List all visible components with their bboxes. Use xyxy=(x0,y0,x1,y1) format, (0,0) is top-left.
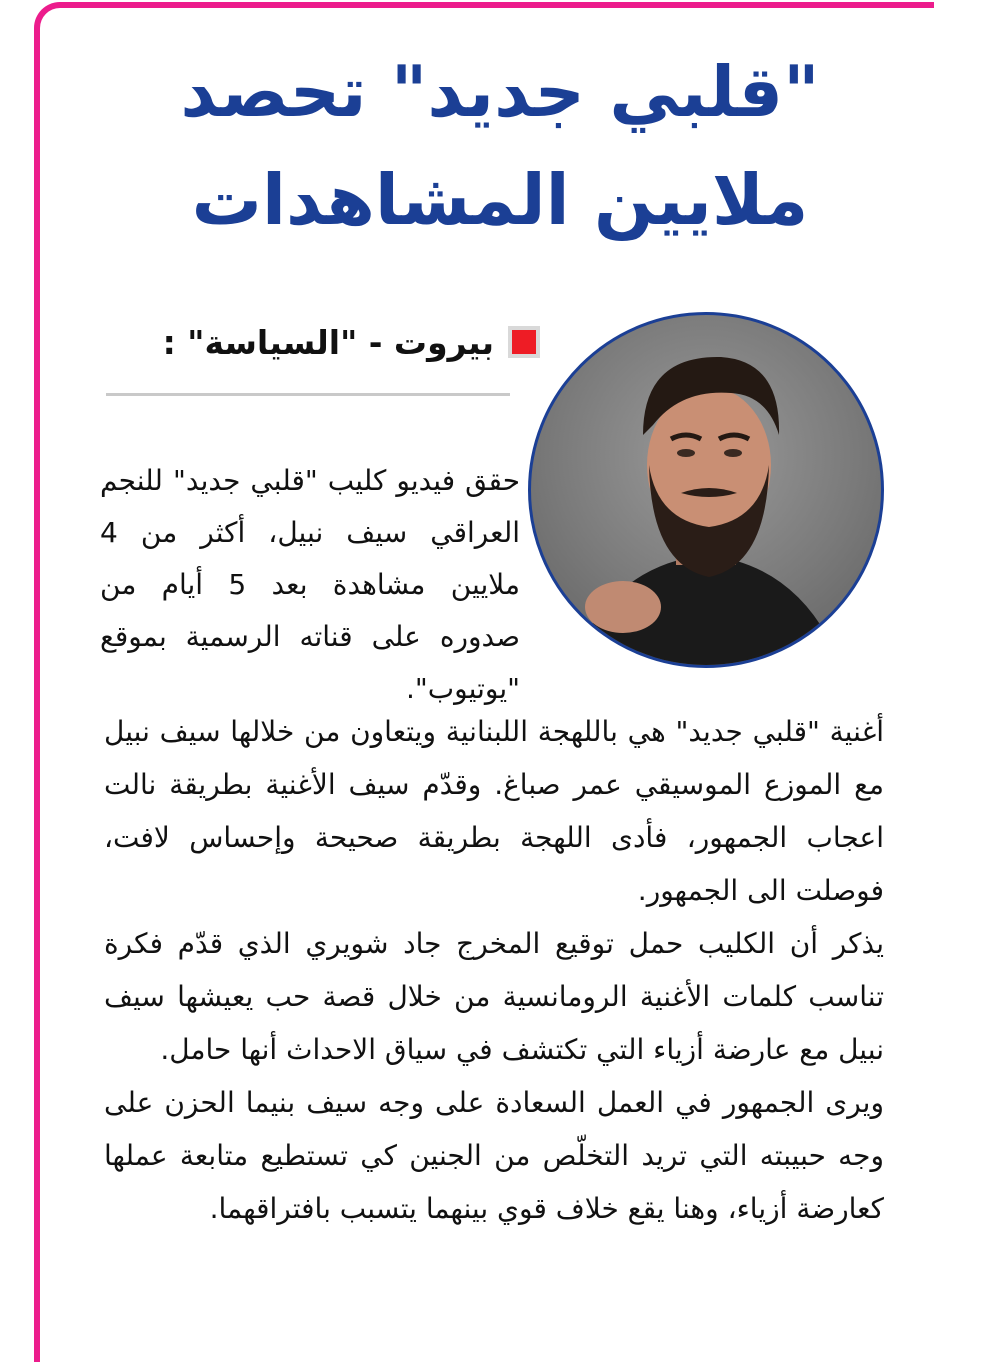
singer-photo xyxy=(528,312,884,668)
dateline xyxy=(140,312,540,372)
portrait-illustration xyxy=(531,315,881,665)
divider xyxy=(106,393,510,396)
article-body xyxy=(104,705,884,1235)
dateline-text: بيروت - "السياسة" : xyxy=(162,322,494,362)
body-paragraph: أغنية "قلبي جديد" هي باللهجة اللبنانية ويتعاون من خلالها سيف نبيل مع الموزع الموسيقي عمر صباغ. وقدّم سيف الأغنية بطريقة نالت اعجاب الجمهور، فأدى اللهجة بطريقة صحيحة وإحساس لافت، فوصلت الى الجمهور. xyxy=(104,715,884,907)
body-paragraph: يذكر أن الكليب حمل توقيع المخرج جاد شويري الذي قدّم فكرة تناسب كلمات الأغنية الرومانسية من خلال قصة حب يعيشها سيف نبيل مع عارضة أزياء التي تكتشف في سياق الاحداث أنها حامل. xyxy=(104,927,884,1066)
body-paragraph: ويرى الجمهور في العمل السعادة على وجه سيف بنيما الحزن على وجه حبيبته التي تريد التخلّص من الجنين كي تستطيع متابعة عملها كعارضة أزياء، وهنا يقع خلاف قوي بينهما يتسبب بافتراقهما. xyxy=(104,1086,884,1225)
red-square-marker-icon xyxy=(508,326,540,358)
intro-paragraph: حقق فيديو كليب "قلبي جديد" للنجم العراقي سيف نبيل، أكثر من 4 ملايين مشاهدة بعد 5 أيام من صدوره على قناته الرسمية بموقع "يوتيوب". xyxy=(100,464,520,705)
headline: "قلبي جديد" تحصد ملايين المشاهدات xyxy=(180,51,820,241)
